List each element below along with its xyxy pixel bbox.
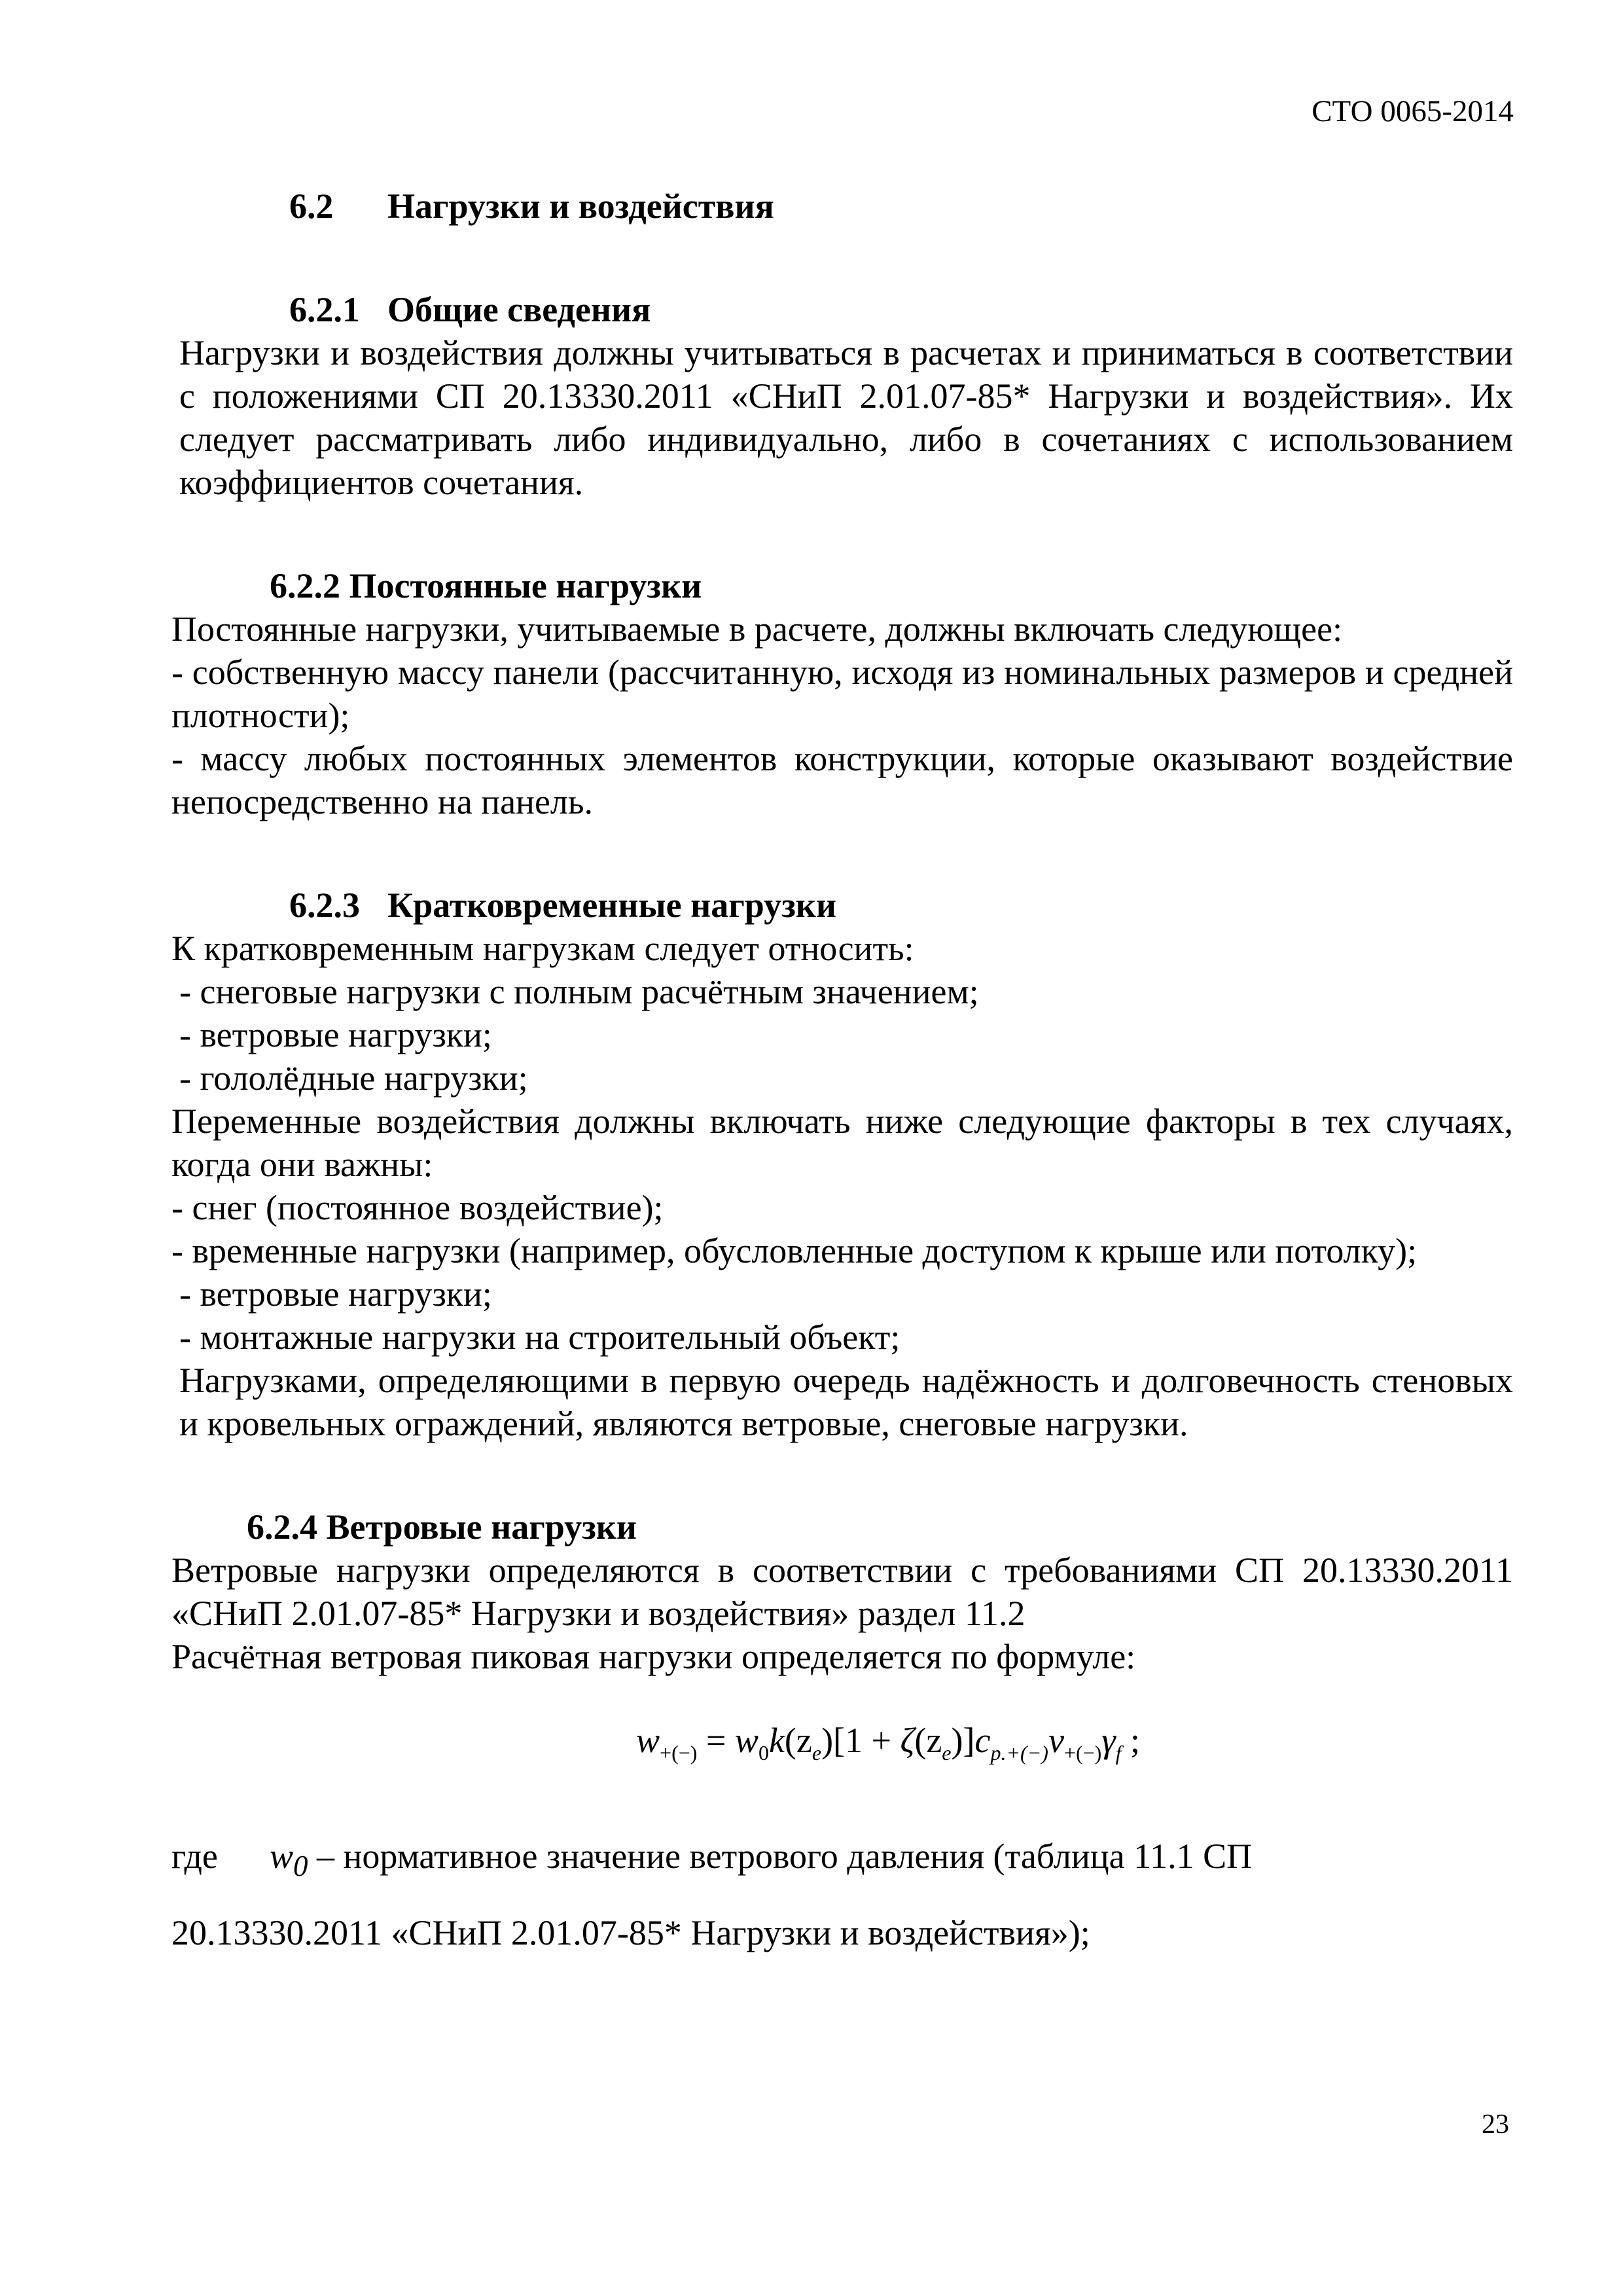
wind-load-formula: $w_{+(-)} = w_0k(z_e)[1 + \zeta(z_e)]c_{p.+(-)}\nu_{+(-)}\gamma_f$ ;: [636, 1721, 1140, 1765]
list-item: - ветровые нагрузки;: [179, 1274, 492, 1314]
formula-legend-w0-continuation: 20.13330.2011 «СНиП 2.01.07-85* Нагрузки и воздействия»);: [171, 1912, 1090, 1952]
section-heading-6-2-4: 6.2.4 Ветровые нагрузки: [247, 1507, 637, 1547]
list-item: - снеговые нагрузки с полным расчётным значением;: [179, 972, 979, 1011]
list-item: - временные нагрузки (например, обусловленные доступом к крыше или потолку);: [171, 1231, 1418, 1270]
paragraph-variable-intro: Переменные воздействия должны включать ниже следующие факторы в тех случаях, когда они важны:: [171, 1102, 1513, 1184]
page-content: [171, 171, 1513, 1990]
section-heading-6-2-1: [289, 288, 1513, 331]
list-item: - собственную массу панели (рассчитанную, исходя из номинальных размеров и средней плотности);: [171, 653, 1513, 735]
page-number: 23: [1482, 2109, 1509, 2140]
w0-description: – нормативное значение ветрового давления (таблица 11.1 СП: [308, 1836, 1253, 1876]
section-number: 6.2: [289, 187, 334, 226]
paragraph-wind-intro: Ветровые нагрузки определяются в соответствии с требованиями СП 20.13330.2011 «СНиП 2.01.07-85* Нагрузки и воздействия» раздел 11.2: [171, 1551, 1513, 1633]
section-title: Общие сведения: [387, 290, 651, 329]
list-item: - ветровые нагрузки;: [179, 1015, 492, 1054]
paragraph-general: Нагрузки и воздействия должны учитываться в расчетах и приниматься в соответствии с положениями СП 20.13330.2011 «СНиП 2.01.07-85* Нагрузки и воздействия». Их следует рассматривать либо индивидуально, либо в сочетаниях с использованием коэффициентов сочетания.: [179, 333, 1513, 502]
list-item: - монтажные нагрузки на строительный объект;: [179, 1318, 901, 1357]
list-item: - массу любых постоянных элементов конструкции, которые оказывают воздействие непосредственно на панель.: [171, 739, 1513, 821]
w0-symbol: $w_0$: [270, 1836, 308, 1882]
paragraph-wind-formula-intro: Расчётная ветровая пиковая нагрузки определяется по формуле:: [171, 1637, 1136, 1676]
list-item: - гололёдные нагрузки;: [179, 1058, 528, 1098]
where-word: где: [171, 1836, 218, 1876]
section-heading-6-2-2: 6.2.2 Постоянные нагрузки: [270, 566, 702, 605]
section-heading-6-2-3: [289, 884, 1513, 927]
section-number: 6.2.1: [289, 290, 360, 329]
formula-legend-w0: [171, 1835, 1513, 1888]
section-title: Кратковременные нагрузки: [387, 886, 837, 925]
document-code: СТО 0065-2014: [1311, 94, 1514, 128]
section-title: Нагрузки и воздействия: [387, 187, 774, 226]
section-heading-6-2: [289, 185, 1513, 228]
paragraph-short-term-intro: К кратковременным нагрузкам следует относить:: [171, 929, 914, 968]
list-item: - снег (постоянное воздействие);: [171, 1188, 664, 1227]
section-number: 6.2.3: [289, 886, 360, 925]
paragraph-conclusion: Нагрузками, определяющими в первую очередь надёжность и долговечность стеновых и кровельных ограждений, являются ветровые, снеговые нагрузки.: [179, 1361, 1513, 1443]
paragraph-permanent-intro: Постоянные нагрузки, учитываемые в расчете, должны включать следующее:: [171, 609, 1343, 649]
